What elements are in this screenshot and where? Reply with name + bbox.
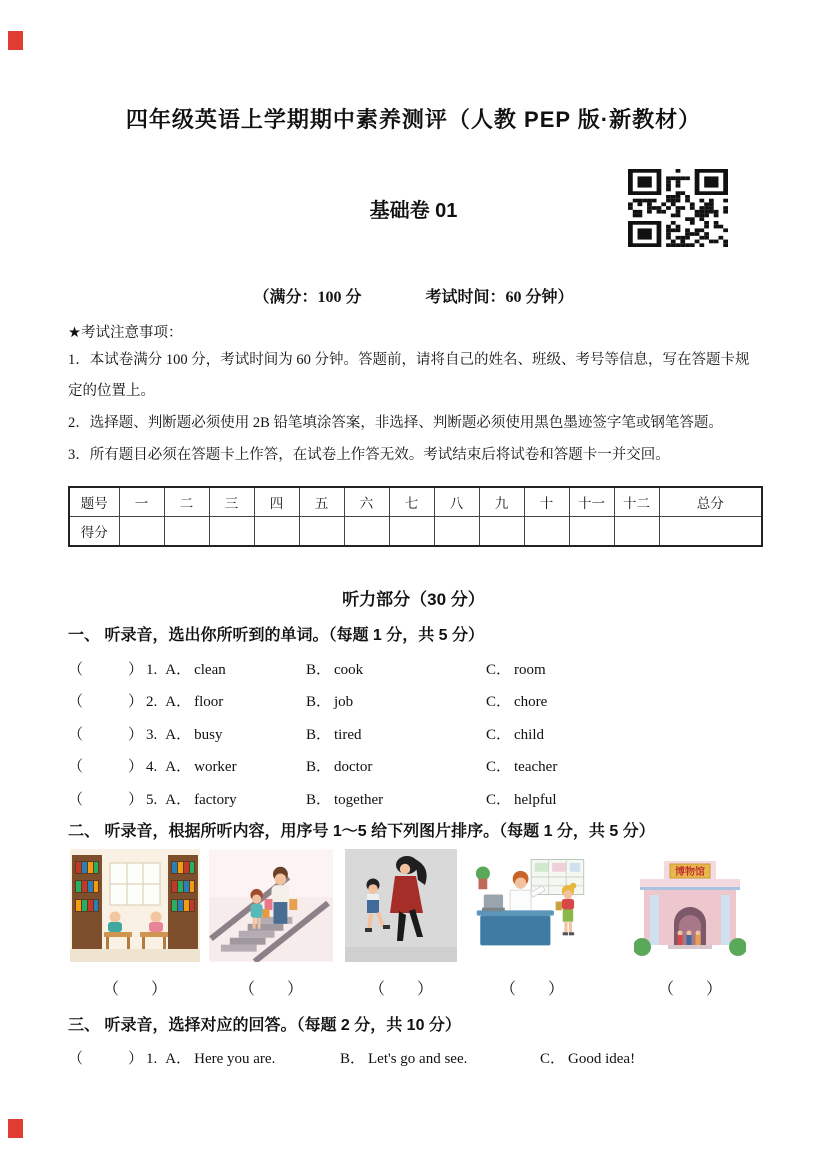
score-table-corner: 题号 <box>69 487 119 517</box>
score-cell-total <box>659 517 762 547</box>
option-c-text: helpful <box>514 791 557 808</box>
question-number: 4. <box>146 759 158 776</box>
score-cell <box>254 517 299 547</box>
notice-item-2: 2．选择题、判断题必须使用 2B 铅笔填涂答案，非选择、判断题必须使用黑色墨迹签字笔或钢笔答题。 <box>68 415 723 431</box>
option-a-text: Here you are. <box>194 1050 276 1067</box>
question-number: 1. <box>146 1050 158 1067</box>
red-corner-mark-top <box>8 31 23 50</box>
col-12: 十二 <box>614 487 659 517</box>
picture-doctor-consultation <box>475 849 589 962</box>
score-cell <box>479 517 524 547</box>
option-b <box>306 723 486 744</box>
notice-item-1: 1．本试卷满分 100 分，考试时间为 60 分钟。答题前，请将自己的姓名、班级、考号等信息，写在答题卡规定的位置上。 <box>68 352 750 399</box>
answer-paren-close: ） <box>128 694 144 711</box>
section-3-question-row-1 <box>68 1042 778 1072</box>
option-b-text: Let's go and see. <box>368 1050 468 1067</box>
col-1: 一 <box>119 487 164 517</box>
answer-paren-open: （ <box>68 791 84 808</box>
question-number: 5. <box>146 791 158 808</box>
option-c-text: teacher <box>514 759 558 776</box>
score-row-label: 得分 <box>69 517 119 547</box>
question-stem <box>128 723 306 744</box>
option-b-label: B． <box>306 759 332 776</box>
option-c-label: C． <box>486 791 512 808</box>
picture-museum-visit <box>634 849 746 962</box>
score-cell <box>164 517 209 547</box>
option-b-text: together <box>334 791 384 808</box>
score-cell <box>389 517 434 547</box>
answer-blank-4: （ ） <box>499 981 564 998</box>
option-a-text: floor <box>194 694 224 711</box>
col-5: 五 <box>299 487 344 517</box>
answer-paren-close: ） <box>128 759 144 776</box>
question-row-1 <box>68 652 768 685</box>
answer-paren-close: ） <box>128 1050 144 1067</box>
question-row-2 <box>68 685 768 718</box>
option-c-text: chore <box>514 694 548 711</box>
score-table <box>68 486 763 547</box>
answer-blank-5: （ ） <box>657 981 722 998</box>
score-cell <box>569 517 614 547</box>
picture-escalator-shopping <box>209 849 333 962</box>
question-row-5 <box>68 782 768 815</box>
section-1-heading: 一、 听录音，选出你所听到的单词。（每题 1 分，共 5 分） <box>68 627 485 644</box>
red-corner-mark-bottom <box>8 1119 23 1138</box>
question-row-4 <box>68 750 768 783</box>
option-b-text: job <box>334 694 354 711</box>
question-row-3 <box>68 717 768 750</box>
score-cell <box>434 517 479 547</box>
score-cell <box>209 517 254 547</box>
option-c <box>486 658 768 679</box>
answer-paren-close: ） <box>128 791 144 808</box>
col-7: 七 <box>389 487 434 517</box>
col-2: 二 <box>164 487 209 517</box>
page-title: 四年级英语上学期期中素养测评（人教 PEP 版·新教材） <box>125 107 702 132</box>
option-a-label: A． <box>165 791 192 808</box>
answer-paren-open: （ <box>68 726 84 743</box>
option-c-label: C． <box>486 759 512 776</box>
option-a-text: worker <box>194 759 237 776</box>
question-stem <box>128 1047 340 1068</box>
question-stem <box>128 658 306 679</box>
option-b <box>306 755 486 776</box>
col-8: 八 <box>434 487 479 517</box>
option-b-text: doctor <box>334 759 373 776</box>
question-number: 3. <box>146 726 158 743</box>
option-b <box>306 658 486 679</box>
option-c <box>486 690 768 711</box>
answer-blank-2: （ ） <box>238 981 303 998</box>
option-a-label: A． <box>165 726 192 743</box>
paper-name: 基础卷 01 <box>369 200 458 222</box>
museum-sign-text: 博物馆 <box>675 867 705 878</box>
option-a-label: A． <box>165 661 192 678</box>
answer-paren-close: ） <box>128 661 144 678</box>
answer-paren-close: ） <box>128 726 144 743</box>
answer-blank-3: （ ） <box>368 981 433 998</box>
option-c-text: child <box>514 726 545 743</box>
question-number: 2. <box>146 694 158 711</box>
option-a-text: clean <box>194 661 226 678</box>
option-c-label: C． <box>540 1050 566 1067</box>
exam-info-line: （满分：100 分 考试时间：60 分钟） <box>253 289 574 306</box>
option-b-label: B． <box>306 694 332 711</box>
picture-library-reading <box>70 849 200 962</box>
option-c-label: C． <box>486 661 512 678</box>
listening-part-title: 听力部分（30 分） <box>342 590 485 609</box>
col-total: 总分 <box>659 487 762 517</box>
section-3-heading: 三、 听录音，选择对应的回答。（每题 2 分，共 10 分） <box>68 1017 461 1034</box>
option-a-label: A． <box>165 694 192 711</box>
section-1-items <box>68 652 768 815</box>
option-c-label: C． <box>486 726 512 743</box>
picture-walking-with-mother <box>345 849 457 962</box>
answer-paren-open: （ <box>68 694 84 711</box>
col-11: 十一 <box>569 487 614 517</box>
option-b-label: B． <box>340 1050 366 1067</box>
section-2-answer-blanks <box>68 976 768 1000</box>
option-a-text: busy <box>194 726 223 743</box>
score-cell <box>299 517 344 547</box>
option-c <box>486 755 768 776</box>
option-c-label: C． <box>486 694 512 711</box>
option-b-label: B． <box>306 726 332 743</box>
option-a-label: A． <box>165 759 192 776</box>
option-b-text: tired <box>334 726 362 743</box>
col-4: 四 <box>254 487 299 517</box>
section-2-heading: 二、 听录音，根据所听内容，用序号 1～5 给下列图片排序。（每题 1 分，共 5 分） <box>68 823 655 840</box>
question-number: 1. <box>146 661 158 678</box>
notice-heading: ★考试注意事项： <box>68 325 183 341</box>
option-c-text: Good idea! <box>568 1050 636 1067</box>
option-c-text: room <box>514 661 546 678</box>
option-b-label: B． <box>306 661 332 678</box>
answer-blank-1: （ ） <box>102 981 167 998</box>
score-cell <box>119 517 164 547</box>
answer-paren-open: （ <box>68 661 84 678</box>
col-9: 九 <box>479 487 524 517</box>
exam-notice <box>68 322 762 472</box>
col-3: 三 <box>209 487 254 517</box>
option-b-text: cook <box>334 661 364 678</box>
col-10: 十 <box>524 487 569 517</box>
question-stem <box>128 788 306 809</box>
answer-paren-open: （ <box>68 759 84 776</box>
option-c <box>540 1047 778 1068</box>
option-a-text: factory <box>194 791 237 808</box>
question-stem <box>128 690 306 711</box>
option-b <box>306 690 486 711</box>
section-2-pictures <box>68 849 768 967</box>
answer-paren-open: （ <box>68 1050 84 1067</box>
option-c <box>486 788 768 809</box>
option-b <box>340 1047 540 1068</box>
option-b-label: B． <box>306 791 332 808</box>
option-b <box>306 788 486 809</box>
option-c <box>486 723 768 744</box>
notice-item-3: 3．所有题目必须在答题卡上作答，在试卷上作答无效。考试结束后将试卷和答题卡一并交回。 <box>68 447 670 463</box>
col-6: 六 <box>344 487 389 517</box>
question-stem <box>128 755 306 776</box>
score-table-score-row <box>69 517 762 547</box>
option-a-label: A． <box>165 1050 192 1067</box>
score-cell <box>614 517 659 547</box>
score-cell <box>344 517 389 547</box>
score-cell <box>524 517 569 547</box>
score-table-header-row <box>69 487 762 517</box>
